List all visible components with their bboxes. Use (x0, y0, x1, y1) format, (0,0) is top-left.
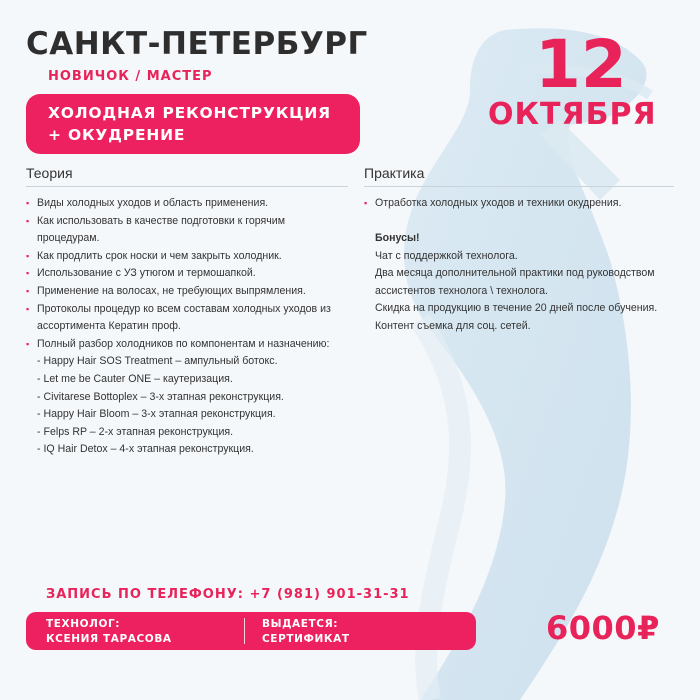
technologist-block (46, 617, 172, 647)
course-title-badge (26, 94, 360, 154)
price: 6000₽ (546, 609, 660, 647)
list-item: ▪ Виды холодных уходов и область применения. (26, 195, 338, 213)
theory-list (26, 195, 338, 459)
bonus-line: Скидка на продукцию в течение 20 дней после обучения. (375, 302, 658, 315)
bonus-line: Два месяца дополнительной практики под руководством ассистентов технолога \ технолога. (375, 267, 655, 297)
technologist-name: КСЕНИЯ ТАРАСОВА (46, 633, 172, 645)
city-title: САНКТ-ПЕТЕРБУРГ (26, 26, 368, 62)
theory-heading: Теория (26, 165, 348, 187)
list-subitem: - Happy Hair Bloom – 3-х этапная реконструкция. (37, 408, 276, 421)
phone-signup[interactable]: ЗАПИСЬ ПО ТЕЛЕФОНУ: +7 (981) 901-31-31 (46, 587, 410, 602)
level-subtitle: НОВИЧОК / МАСТЕР (48, 69, 213, 84)
info-divider (244, 618, 245, 644)
list-item: ▪ Использование с УЗ утюгом и термошапкой. (26, 265, 338, 283)
list-subitem: - Felps RP – 2-х этапная реконструкция. (37, 425, 234, 438)
bonus-line: Чат с поддержкой технолога. (375, 249, 518, 262)
issued-value: СЕРТИФИКАТ (262, 633, 350, 645)
list-item: ▪ Полный разбор холодников по компонентам и назначению: (26, 336, 338, 354)
practice-heading: Практика (364, 165, 674, 187)
list-item: ▪ Протоколы процедур ко всем составам холодных уходов из ассортимента Кератин проф. (26, 301, 338, 336)
date-month: ОКТЯБРЯ (488, 97, 657, 132)
practice-list (364, 195, 684, 213)
issued-label: ВЫДАЕТСЯ: (262, 618, 339, 630)
info-bar (26, 612, 476, 650)
course-title-line-2: + ОКУДРЕНИЕ (48, 126, 186, 144)
list-item: ▪ Отработка холодных уходов и техники окудрения. (364, 195, 684, 213)
list-subitem: - IQ Hair Detox – 4-х этапная реконструкция. (37, 443, 254, 456)
list-subitem: - Let me be Cauter ONE – каутеризация. (37, 372, 233, 385)
list-subitem: - Happy Hair SOS Treatment – ампульный ботокс. (37, 355, 278, 368)
list-item: ▪ Как продлить срок носки и чем закрыть холодник. (26, 248, 338, 266)
bonus-line: Контент съемка для соц. сетей. (375, 319, 531, 332)
list-item: ▪ Как использовать в качестве подготовки к горячим процедурам. (26, 213, 338, 248)
bonus-title: Бонусы! (375, 232, 420, 244)
technologist-label: ТЕХНОЛОГ: (46, 618, 121, 630)
bonus-block (375, 230, 675, 336)
list-item: ▪ Применение на волосах, не требующих выпрямления. (26, 283, 338, 301)
course-title-line-1: ХОЛОДНАЯ РЕКОНСТРУКЦИЯ (48, 104, 331, 122)
issued-block (262, 617, 350, 647)
date-day: 12 (535, 26, 627, 103)
list-subitem: - Civitarese Bottoplex – 3-х этапная реконструкция. (37, 390, 284, 403)
